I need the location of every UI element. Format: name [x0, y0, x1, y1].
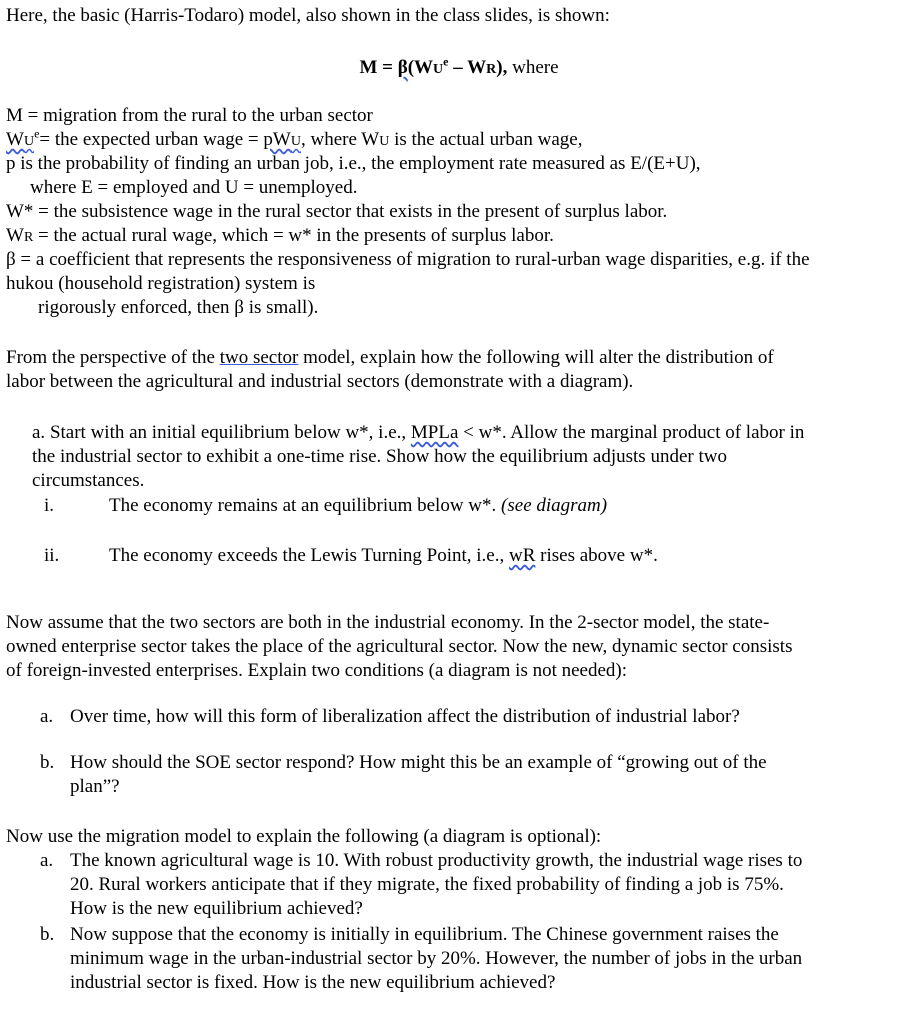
question3b-line2: minimum wage in the urban-industrial sector by 20%. However, the number of jobs in the urban [70, 948, 803, 969]
question3b-line3: industrial sector is fixed. How is the new equilibrium achieved? [70, 972, 556, 993]
definition-m: M = migration from the rural to the urban sector [6, 105, 373, 126]
question1a-line1: a. Start with an initial equilibrium below w*, i.e., MPLa < w*. Allow the marginal product of labor in [32, 422, 805, 443]
question1aii-marker: ii. [44, 545, 60, 566]
question1a-line2: the industrial sector to exhibit a one-time rise. Show how the equilibrium adjusts under two [32, 446, 727, 467]
definition-wstar: W* = the subsistence wage in the rural sector that exists in the present of surplus labor. [6, 201, 668, 222]
definition-p-cont: where E = employed and U = unemployed. [30, 177, 358, 198]
question1ai-marker: i. [44, 495, 55, 516]
definition-wue: $WU^e=$ the expected urban wage = pWU, where WU is the actual urban wage, [6, 126, 583, 150]
migration-formula: $M = \beta(WU^e - WR)$, where [359, 54, 559, 78]
question2-line3: of foreign-invested enterprises. Explain two conditions (a diagram is not needed): [6, 660, 628, 681]
definition-p: p is the probability of finding an urban job, i.e., the employment rate measured as E/(E+U), [6, 153, 701, 174]
question2b-line2: plan”? [70, 776, 120, 797]
formula-beta: β [397, 57, 408, 78]
question2a-text: Over time, how will this form of liberalization affect the distribution of industrial labor? [70, 706, 740, 727]
question2-line1: Now assume that the two sectors are both in the industrial economy. In the 2-sector model, the state- [6, 612, 770, 633]
question1ai-text: The economy remains at an equilibrium below w*. (see diagram) [109, 495, 608, 516]
question1aii-text: The economy exceeds the Lewis Turning Point, i.e., wR rises above w*. [109, 545, 658, 566]
question2b-line1: How should the SOE sector respond? How might this be an example of “growing out of the [70, 752, 767, 773]
question1-line2: labor between the agricultural and industrial sectors (demonstrate with a diagram). [6, 371, 634, 392]
question3a-line3: How is the new equilibrium achieved? [70, 898, 363, 919]
question3b-line1: Now suppose that the economy is initially in equilibrium. The Chinese government raises the [70, 924, 779, 945]
question2-line2: owned enterprise sector takes the place of the agricultural sector. Now the new, dynamic sector consists [6, 636, 793, 657]
question1a-line3: circumstances. [32, 470, 145, 491]
question2b-marker: b. [40, 752, 55, 773]
intro-text: Here, the basic (Harris-Todaro) model, also shown in the class slides, is shown: [6, 5, 610, 26]
question2a-marker: a. [40, 706, 54, 727]
question3-line1: Now use the migration model to explain the following (a diagram is optional): [6, 826, 602, 847]
definition-beta: β = a coefficient that represents the responsiveness of migration to rural-urban wage disparities, e.g. if the [6, 249, 810, 270]
question3a-line1: The known agricultural wage is 10. With robust productivity growth, the industrial wage rises to [70, 850, 803, 871]
definition-beta-cont: hukou (household registration) system is [6, 273, 316, 294]
definition-wr: WR = the actual rural wage, which = w* in the presents of surplus labor. [6, 225, 554, 246]
definition-beta-cont2: rigorously enforced, then β is small). [38, 297, 319, 318]
question3a-line2: 20. Rural workers anticipate that if they migrate, the fixed probability of finding a job is 75%. [70, 874, 784, 895]
question3a-marker: a. [40, 850, 54, 871]
question3b-marker: b. [40, 924, 55, 945]
question1-line1: From the perspective of the two sector model, explain how the following will alter the distribution of [6, 347, 774, 368]
